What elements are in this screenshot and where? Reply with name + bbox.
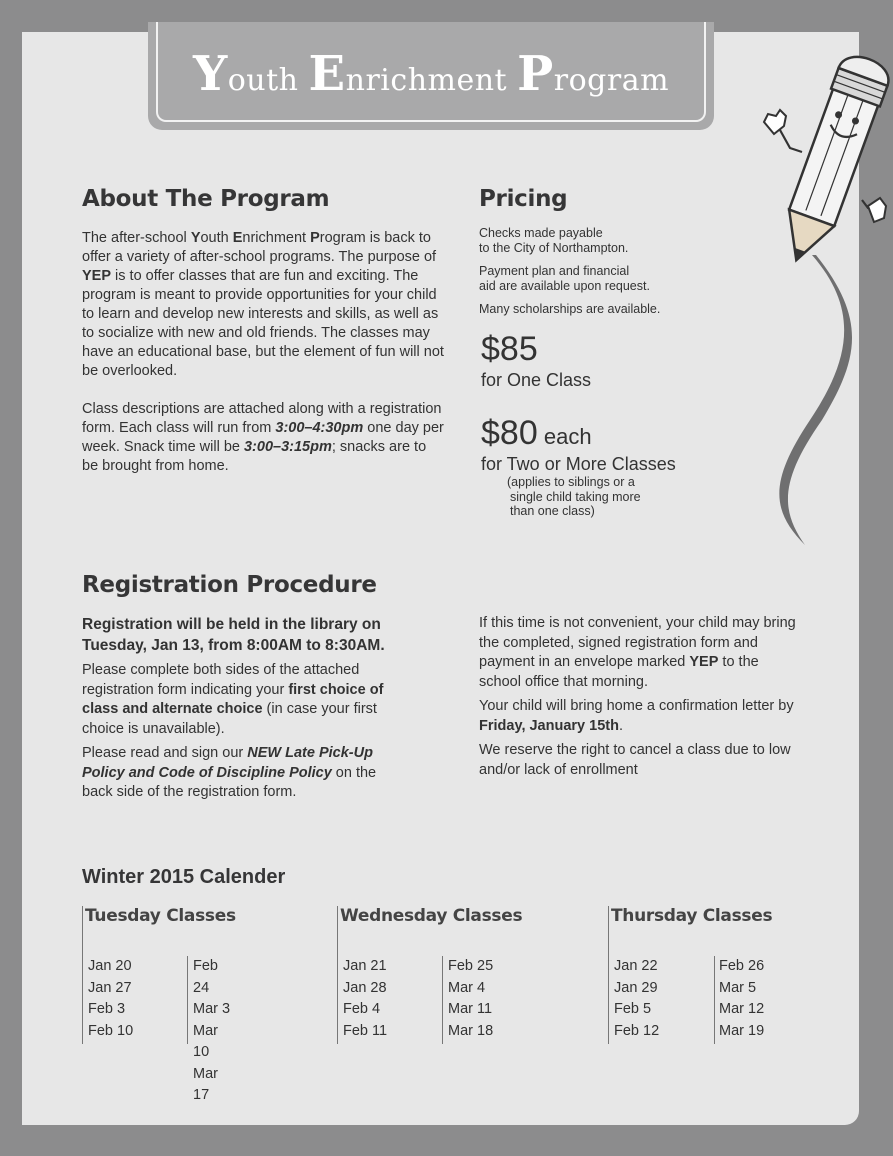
calendar-date: Mar 17 xyxy=(193,1065,218,1103)
pricing-aid xyxy=(479,264,650,293)
pricing-scholarships: Many scholarships are available. xyxy=(479,302,661,316)
calendar-divider xyxy=(442,956,443,1044)
reg-p2-a: Please read and sign our xyxy=(82,745,248,761)
calendar-date: Mar 10 xyxy=(193,1022,218,1060)
calendar-date: Mar 12 xyxy=(719,1001,765,1017)
registration-heading: Registration Procedure xyxy=(82,572,377,598)
calendar-date: Feb 12 xyxy=(614,1022,660,1039)
calendar-date: Mar 11 xyxy=(448,1001,493,1017)
calendar-date: Mar 18 xyxy=(448,1022,494,1039)
calendar-date: Feb 11 xyxy=(343,1022,388,1039)
calendar-date: Mar 5 xyxy=(719,979,757,996)
snack-time: 3:00–3:15pm xyxy=(243,439,332,455)
calendar-date: Feb 5 xyxy=(614,1001,652,1017)
registration-right xyxy=(479,614,799,785)
pencil-mascot-icon xyxy=(750,30,890,550)
about-p1-yep: YEP xyxy=(82,268,112,284)
title-word-rogram: rogram xyxy=(553,63,670,98)
calendar-heading-tuesday: Tuesday Classes xyxy=(85,906,236,926)
pricing-line-1: Checks made payable xyxy=(479,226,603,240)
registration-para-4 xyxy=(479,697,799,736)
calendar-column-tuesday xyxy=(82,906,236,1103)
calendar-heading-wednesday: Wednesday Classes xyxy=(340,906,523,926)
reg-p1-c: (in case your first choice is unavailable). xyxy=(82,701,377,737)
calendar-list-thursday-left xyxy=(614,956,659,1042)
pricing-line-3: Payment plan and financial xyxy=(479,264,630,278)
about-p1-e: E xyxy=(232,230,243,246)
registration-para-3 xyxy=(479,614,799,692)
reg-r1-c: to the school office that morning. xyxy=(479,654,759,690)
calendar-date: Mar 4 xyxy=(448,979,486,996)
registration-para-1 xyxy=(82,661,397,739)
title-banner xyxy=(148,22,714,130)
program-title xyxy=(193,40,669,102)
calendar-divider xyxy=(187,956,188,1044)
reg-r1-a: If this time is not convenient, your child may bring the completed, signed registration form and payment in an envelope marked xyxy=(479,615,796,670)
calendar-list-wednesday-left xyxy=(343,956,387,1042)
pricing-payable xyxy=(479,226,628,255)
title-cap-p: P xyxy=(517,46,554,102)
about-p1-rogram: rogram is back to offer a variety of after-school programs. The purpose of xyxy=(82,230,437,265)
price-note-3: than one class) xyxy=(510,504,595,518)
about-p1-nrichment: nrichment xyxy=(242,230,311,246)
registration-left xyxy=(82,614,397,808)
title-cap-y: Y xyxy=(192,46,228,102)
calendar-date: Feb 3 xyxy=(88,1001,126,1017)
about-paragraph-1 xyxy=(82,229,444,381)
reg-p2-b: NEW Late Pick-Up Policy and Code of Discipline Policy xyxy=(82,745,373,781)
about-p1-p: P xyxy=(310,230,320,246)
calendar-date: Jan 22 xyxy=(614,958,658,974)
title-word-outh: outh xyxy=(227,63,299,98)
price-multi-class-label: for Two or More Classes xyxy=(481,454,676,474)
about-paragraph-2 xyxy=(82,400,444,476)
about-p1-text-b: is to offer classes that are fun and exciting. The program is meant to provide opportunities for your child to learn and develop new interests and skills, as well as to socialize with new and old friends. The classes may have an educational base, but the element of fun will not be overlooked. xyxy=(82,268,444,379)
price-one-class-label: for One Class xyxy=(481,370,592,390)
calendar-date: Feb 24 xyxy=(193,958,218,996)
pricing-line-2: to the City of Northampton. xyxy=(479,240,629,255)
reg-r2-c: . xyxy=(618,717,623,734)
price-one-class: $85 xyxy=(481,330,538,368)
calendar-date: Jan 21 xyxy=(343,958,387,974)
calendar-date: Jan 28 xyxy=(343,979,387,996)
calendar-date: Feb 26 xyxy=(719,958,765,974)
registration-para-5: We reserve the right to cancel a class due to low and/or lack of enrollment xyxy=(479,742,791,778)
price-multi-value: $80 xyxy=(481,414,538,452)
reg-p1-a: Please complete both sides of the attached registration form indicating your xyxy=(82,662,360,698)
calendar-date: Jan 20 xyxy=(88,958,132,974)
registration-date: Registration will be held in the library on Tuesday, Jan 13, from 8:00AM to 8:30AM. xyxy=(82,616,385,654)
about-body xyxy=(82,229,444,495)
calendar-date: Feb 10 xyxy=(88,1022,134,1039)
calendar-heading-thursday: Thursday Classes xyxy=(611,906,773,926)
pricing-heading: Pricing xyxy=(479,186,568,212)
calendar-column-wednesday xyxy=(337,906,522,1044)
calendar-divider xyxy=(714,956,715,1044)
about-p2-text-a: Class descriptions are attached along with a registration form. Each class will run from xyxy=(82,401,442,436)
about-p1-text-a: The after-school xyxy=(82,230,191,246)
price-multi-note xyxy=(507,475,641,519)
reg-r1-b: YEP xyxy=(689,654,719,670)
calendar-date: Mar 19 xyxy=(719,1022,765,1039)
calendar-list-thursday-right xyxy=(719,956,764,1042)
about-p2-text-c: ; snacks are to be brought from home. xyxy=(82,439,427,474)
calendar-date: Feb 25 xyxy=(448,958,494,974)
about-p2-text-b: one day per week. Snack time will be xyxy=(82,420,444,455)
price-note-1: (applies to siblings or a xyxy=(507,475,635,489)
price-note-2: single child taking more xyxy=(510,489,641,504)
calendar-date: Jan 29 xyxy=(614,979,658,996)
about-p1-outh: outh xyxy=(200,230,233,246)
calendar-list-tuesday-right xyxy=(193,956,236,1107)
class-time: 3:00–4:30pm xyxy=(275,420,364,436)
calendar-list-wednesday-right xyxy=(448,956,493,1042)
pricing-line-4: aid are available upon request. xyxy=(479,278,650,293)
price-multi-class xyxy=(481,414,592,453)
about-heading: About The Program xyxy=(82,186,330,212)
reg-r2-b: Friday, January 15th xyxy=(479,717,619,734)
reg-p2-c: on the back side of the registration form. xyxy=(82,764,377,800)
reg-r2-a: Your child will bring home a confirmation letter by xyxy=(479,698,794,714)
registration-para-2 xyxy=(82,744,397,803)
calendar-date: Jan 27 xyxy=(88,979,132,996)
calendar-column-thursday xyxy=(608,906,772,1044)
calendar-date: Feb 4 xyxy=(343,1001,381,1017)
reg-p1-b: first choice of class and alternate choice xyxy=(82,681,384,717)
calendar-title: Winter 2015 Calender xyxy=(82,866,286,888)
calendar-date: Mar 3 xyxy=(193,1001,231,1017)
title-banner-frame xyxy=(156,22,706,122)
title-cap-e: E xyxy=(308,46,346,102)
title-word-nrichment: nrichment xyxy=(345,63,508,98)
about-p1-y: Y xyxy=(190,230,201,246)
calendar-list-tuesday-left xyxy=(88,956,133,1042)
price-multi-each: each xyxy=(537,424,592,449)
